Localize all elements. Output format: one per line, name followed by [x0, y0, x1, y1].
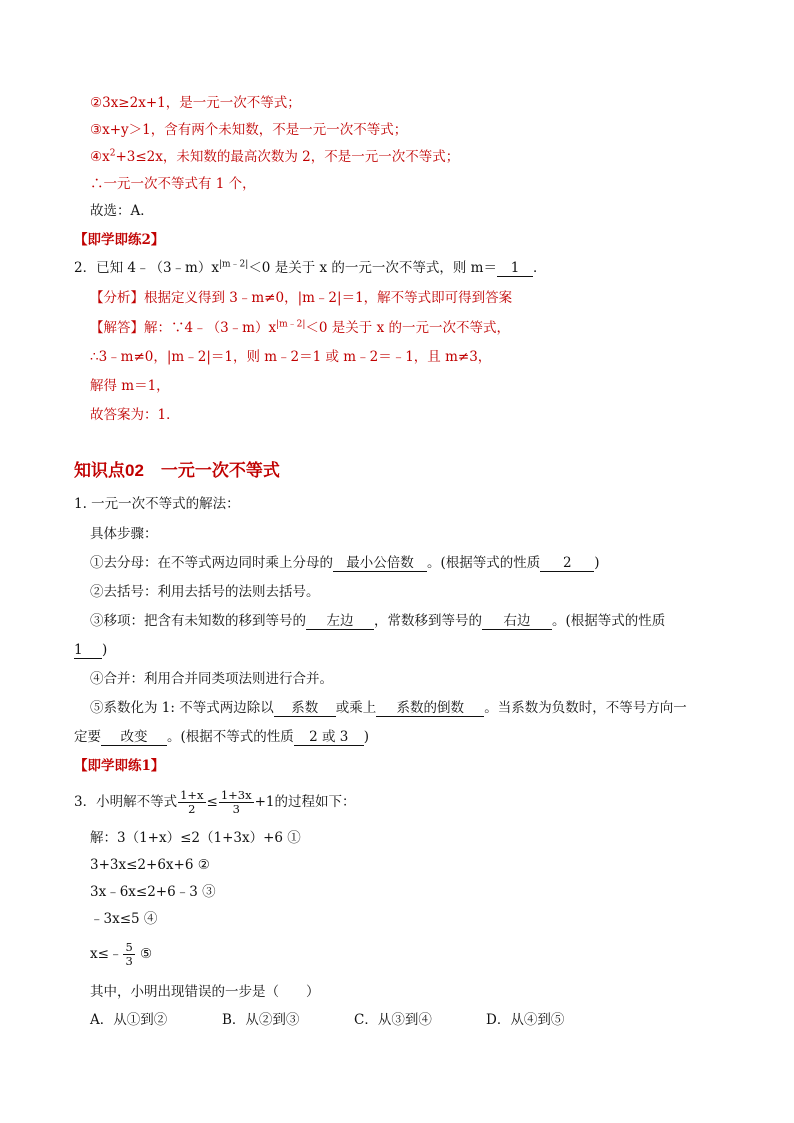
kp-step-3	[90, 611, 665, 631]
ex2-analysis: 【分析】根据定义得到 3﹣m≠0，|m﹣2|＝1，解不等式即可得到答案	[90, 290, 513, 306]
prev-line-4-sup: 2	[109, 148, 116, 159]
ex2-solution-2: ∴3﹣m≠0，|m﹣2|＝1，则 m﹣2＝1 或 m﹣2＝﹣1，且 m≠3，	[90, 349, 492, 365]
ex2-answer-blank: 1	[497, 260, 533, 277]
ex1-f3-den: 3	[125, 954, 133, 968]
kp-s5-e: 定要	[74, 729, 101, 745]
ex1-f2-den: 3	[232, 802, 240, 816]
kp-s3-c: ，常数移到等号的	[374, 613, 482, 629]
ex1-q-le: ≤	[206, 794, 218, 810]
ex2-sol-sup: |m﹣2|	[276, 319, 306, 330]
ex1-st5-b: ⑤	[135, 946, 153, 962]
prev-line-2: ②3x≥2x+1，是一元一次不等式；	[90, 95, 301, 111]
ex2-q-end: ．	[532, 260, 547, 276]
ex1-fraction-3	[123, 941, 134, 968]
kp-step-3-cont	[74, 640, 107, 660]
ex2-q-sup: |m﹣2|	[218, 259, 249, 270]
ex2-q-b: ＜0 是关于 x 的一元一次不等式，则 m＝	[248, 260, 497, 276]
kp-s5-g: )	[363, 729, 370, 745]
kp-s5-d: 。当系数为负数时，不等号方向一	[484, 700, 687, 716]
ex1-options	[90, 1010, 618, 1030]
ex2-sol-a: 【解答】解：∵4﹣（3﹣m）x	[90, 320, 277, 336]
ex1-step-4: ﹣3x≤5 ④	[90, 911, 158, 927]
kp-s3-blank-1: 左边	[306, 613, 374, 630]
prev-line-4-b: +3≤2x，未知数的最高次数为 2，不是一元一次不等式；	[115, 149, 460, 165]
ex1-step-2: 3+3x≤2+6x+6 ②	[90, 857, 210, 873]
kp-item-1: 1. 一元一次不等式的解法：	[74, 496, 240, 512]
kp-s5-a: ⑤系数化为 1: 不等式两边除以	[90, 700, 274, 716]
ex2-solution-4: 故答案为：1．	[90, 407, 180, 423]
ex2-q-a: 2．已知 4﹣（3﹣m）x	[74, 260, 219, 276]
prev-line-4	[90, 147, 459, 167]
prev-line-4-a: ④x	[90, 149, 110, 165]
option-c[interactable]: C．从③到④	[354, 1012, 432, 1028]
kp-s1-c: 。(根据等式的性质	[427, 555, 541, 571]
kp-steps: 具体步骤：	[90, 526, 158, 542]
kp-s5-blank-4: 2 或 3	[294, 729, 364, 746]
kp-s3-e: )	[102, 642, 108, 658]
ex2-solution-3: 解得 m＝1，	[90, 378, 170, 394]
kp-s1-blank-1: 最小公倍数	[333, 555, 427, 572]
ex1-q-b: +1的过程如下：	[254, 794, 356, 810]
ex1-step-1: 解：3（1+x）≤2（1+3x）+6 ①	[90, 830, 301, 846]
ex1-question	[74, 786, 356, 818]
ex1-st5-a: x≤﹣	[90, 946, 123, 962]
ex1-f2-num: 1+3x	[220, 788, 252, 802]
ex1-fraction-1	[178, 789, 205, 816]
ex2-solution-1	[90, 318, 510, 338]
ex2-sol-b: ＜0 是关于 x 的一元一次不等式，	[305, 320, 510, 336]
kp-step-5-cont	[74, 727, 369, 747]
kp-s5-blank-2: 系数的倒数	[376, 700, 484, 717]
ex1-q-a: 3．小明解不等式	[74, 794, 178, 810]
ex1-ask: 其中，小明出现错误的一步是（ ）	[90, 984, 320, 1000]
ex1-f3-num: 5	[125, 940, 133, 954]
option-b[interactable]: B．从②到③	[222, 1012, 300, 1028]
kp-s1-a: ①去分母：在不等式两边同时乘上分母的	[90, 555, 333, 571]
kp-s5-c: 或乘上	[335, 700, 377, 716]
kp-step-1	[90, 553, 600, 573]
ex2-header: 【即学即练2】	[74, 232, 165, 248]
kp-s3-blank-3: 1	[74, 642, 102, 659]
option-a[interactable]: A．从①到②	[90, 1012, 168, 1028]
kp-s3-d: 。(根据等式的性质	[552, 613, 666, 629]
prev-conclusion: ∴一元一次不等式有 1 个，	[90, 176, 256, 192]
kp-s1-blank-2: 2	[540, 555, 594, 572]
ex1-fraction-2	[219, 789, 254, 816]
ex2-question	[74, 258, 546, 278]
kp-s5-f: 。(根据不等式的性质	[167, 729, 294, 745]
kp-s3-blank-2: 右边	[482, 613, 552, 630]
kp-s5-blank-1: 系数	[274, 700, 336, 717]
option-d[interactable]: D．从④到⑤	[486, 1012, 565, 1028]
ex1-f1-den: 2	[188, 802, 196, 816]
kp-step-5	[90, 698, 687, 718]
kp-step-4: ④合并：利用合并同类项法则进行合并。	[90, 671, 333, 687]
ex1-header: 【即学即练1】	[74, 758, 165, 774]
ex1-step-5	[90, 938, 152, 970]
kp-s1-d: )	[594, 555, 600, 571]
prev-choose	[90, 201, 154, 221]
kp-step-2: ②去括号：利用去括号的法则去括号。	[90, 584, 320, 600]
prev-choose-text: 故选：A．	[90, 203, 154, 219]
kp-s3-a: ③移项：把含有未知数的移到等号的	[90, 613, 306, 629]
ex1-f1-num: 1+x	[180, 788, 204, 802]
ex1-step-3: 3x﹣6x≤2+6﹣3 ③	[90, 884, 216, 900]
kp-title: 知识点02 一元一次不等式	[74, 461, 280, 480]
kp-s5-blank-3: 改变	[101, 729, 167, 746]
prev-line-3: ③x+y＞1，含有两个未知数，不是一元一次不等式；	[90, 122, 408, 138]
